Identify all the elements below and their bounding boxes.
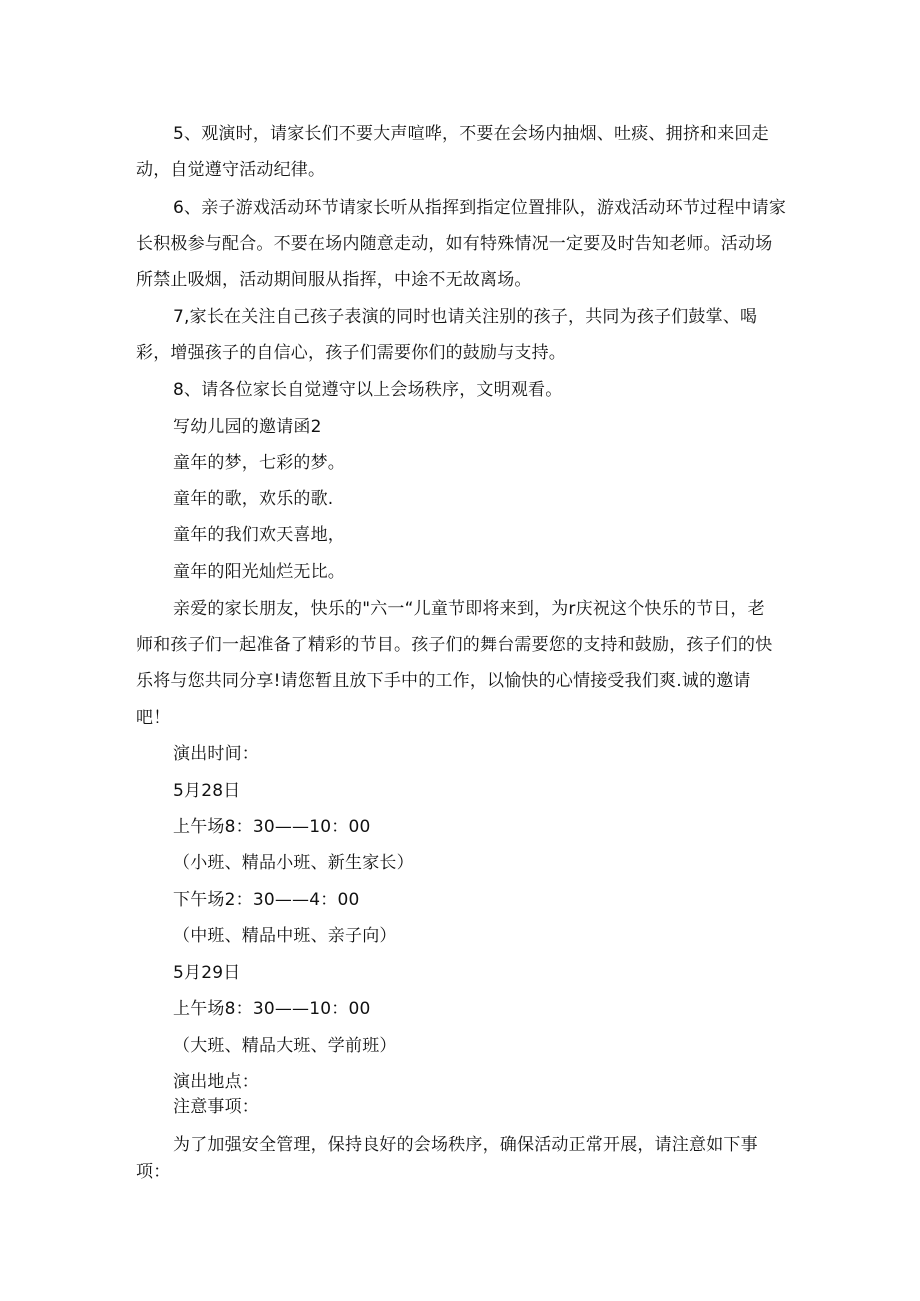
date-may-29: 5月29日 bbox=[173, 963, 241, 983]
poem-line-3: 童年的我们欢天喜地， bbox=[173, 525, 345, 545]
afternoon-session-28: 下午场2：30——4：00 bbox=[173, 890, 360, 910]
poem-line-2: 童年的歌，欢乐的歌. bbox=[173, 489, 334, 509]
paragraph-6-line-1: 6、亲子游戏活动环节请家长听从指挥到指定位置排队，游戏活动环节过程中请家 bbox=[173, 198, 787, 218]
paragraph-5-line-2: 动，自觉遵守活动纪律。 bbox=[136, 160, 326, 180]
safety-note-line-1: 为了加强安全管理，保持良好的会场秩序，确保活动正常开展，请注意如下事 bbox=[173, 1135, 758, 1155]
paragraph-8: 8、请各位家长自觉遵守以上会场秩序，文明观看。 bbox=[173, 380, 563, 400]
paragraph-5-line-1: 5、观演时，请家长们不要大声喧哗，不要在会场内抽烟、吐痰、拥挤和来回走 bbox=[173, 124, 769, 144]
poem-line-1: 童年的梦，七彩的梦。 bbox=[173, 453, 345, 473]
poem-line-4: 童年的阳光灿烂无比。 bbox=[173, 562, 345, 582]
paragraph-6-line-2: 长积极参与配合。不要在场内随意走动，如有特殊情况一定要及时告知老师。活动场 bbox=[136, 234, 773, 254]
afternoon-session-28-classes: （中班、精品中班、亲子向） bbox=[173, 926, 397, 946]
date-may-28: 5月28日 bbox=[173, 781, 241, 801]
paragraph-7-line-1: 7,家长在关注自己孩子表演的同时也请关注别的孩子，共同为孩子们鼓掌、喝 bbox=[173, 307, 758, 327]
morning-session-28: 上午场8：30——10：00 bbox=[173, 817, 371, 837]
morning-session-28-classes: （小班、精品小班、新生家长） bbox=[173, 853, 414, 873]
morning-session-29: 上午场8：30——10：00 bbox=[173, 999, 371, 1019]
invitation-line-1: 亲爱的家长朋友，快乐的"六一“儿童节即将来到，为r庆祝这个快乐的节日，老 bbox=[173, 599, 765, 619]
paragraph-6-line-3: 所禁止吸烟，活动期间服从指挥，中途不无故离场。 bbox=[136, 270, 532, 290]
invitation-line-4: 吧！ bbox=[136, 708, 171, 728]
morning-session-29-classes: （大班、精品大班、学前班） bbox=[173, 1036, 397, 1056]
invitation-line-3: 乐将与您共同分享!请您暂且放下手中的工作，以愉快的心情接受我们爽.诚的邀请 bbox=[136, 671, 751, 691]
show-time-label: 演出时间： bbox=[173, 744, 259, 764]
paragraph-7-line-2: 彩，增强孩子的自信心，孩子们需要你们的鼓励与支持。 bbox=[136, 343, 566, 363]
notes-label: 注意事项： bbox=[173, 1097, 259, 1117]
section-heading: 写幼儿园的邀请函2 bbox=[173, 417, 322, 437]
safety-note-line-2: 项： bbox=[136, 1162, 171, 1182]
invitation-line-2: 师和孩子们一起准备了精彩的节目。孩子们的舞台需要您的支持和鼓励，孩子们的快 bbox=[136, 635, 773, 655]
venue-label: 演出地点： bbox=[173, 1072, 259, 1092]
